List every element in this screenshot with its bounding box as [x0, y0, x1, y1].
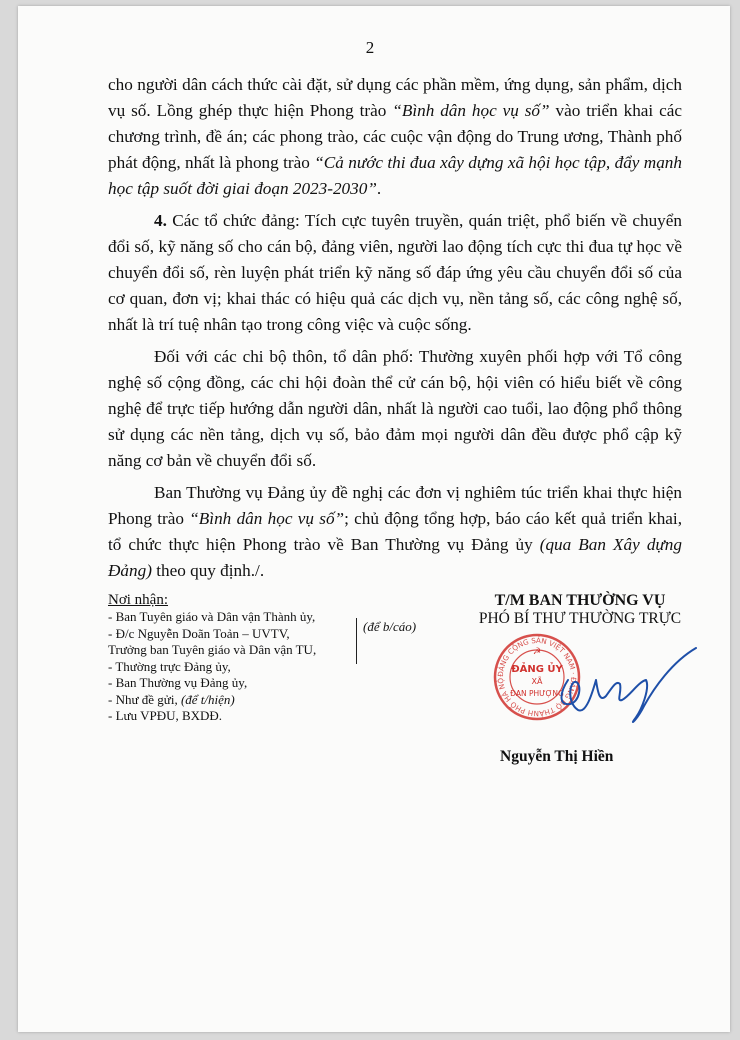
- recipient-item: - Ban Tuyên giáo và Dân vận Thành ủy,: [108, 609, 316, 624]
- recipient-item: [108, 692, 438, 709]
- p1-text-c: vào triển khai các chương trình, đề án; các phong trào, các cuộc vận động do Trung ương, Thành phố phát động, nhất là phong trào: [108, 101, 682, 172]
- page-number: 2: [365, 38, 375, 57]
- p4-text-c: ; chủ động tổng hợp, báo cáo kết quả triển khai, tổ chức thực hiện Phong trào về Ban Thường vụ Đảng ủy: [108, 509, 683, 554]
- paragraph-2: [108, 208, 682, 338]
- seal-center-text: ĐAN PHƯỢNG: [510, 689, 564, 698]
- p4-italic-dept: (qua Ban Xây dựng Đảng): [108, 535, 682, 580]
- p4-italic-movement: “Bình dân học vụ số”: [189, 509, 345, 528]
- recipient-item: - Thường trực Đảng ủy,: [108, 658, 231, 674]
- paragraph-1: [108, 72, 682, 202]
- p1-text-a: cho người dân cách thức cài đặt, sử dụng các phần mềm, ứng dụng, sản phẩm, dịch vụ số. Lồng ghép thực hiện Phong trào: [108, 75, 682, 120]
- seal-center-text: ĐẢNG ỦY: [511, 664, 563, 675]
- bracket-note-text: (để b/cáo): [363, 619, 417, 634]
- handwritten-signature: [530, 640, 700, 730]
- p1-italic-campaign: “Cả nước thi đua xây dựng xã hội học tập, đẩy mạnh học tập suốt đời giai đoạn 2023-2030”: [108, 153, 682, 198]
- p4-text-a: Ban Thường vụ Đảng ủy đề nghị các đơn vị nghiêm túc triển khai thực hiện Phong trào: [108, 483, 682, 528]
- paragraph-4: [108, 480, 682, 584]
- recipient-item-note: (để t/hiện): [180, 691, 235, 707]
- seal-center-text: XÃ: [531, 677, 543, 686]
- signature-position: PHÓ BÍ THƯ THƯỜNG TRỰC: [478, 610, 682, 627]
- p2-text: Các tổ chức đảng: Tích cực tuyên truyền, quán triệt, phổ biến về chuyển đổi số, kỹ năng số cho cán bộ, đảng viên, người lao động tích cực thi đua tự học về chuyển đổi số, rèn luyện phát triển kỹ năng số đáp ứng yêu cầu chuyển đổi số của cơ quan, đơn vị; khai thác có hiệu quả các dịch vụ, nền tảng số, các công nghệ số, nhất là trí tuệ nhân tạo trong công việc và cuộc sống.: [108, 211, 682, 334]
- p2-number: 4.: [154, 211, 167, 230]
- signature-title: T/M BAN THƯỜNG VỤ: [494, 592, 666, 609]
- recipient-item: Trưởng ban Tuyên giáo và Dân vận TU,: [108, 642, 317, 657]
- p1-italic-movement: “Bình dân học vụ số”: [392, 101, 550, 120]
- p4-text-e: theo quy định./.: [151, 561, 265, 580]
- recipients-block: [108, 592, 438, 725]
- recipient-item-text: - Như đề gửi,: [108, 691, 181, 707]
- p1-text-e: .: [376, 179, 382, 198]
- hammer-sickle-icon: ☭: [532, 647, 542, 657]
- recipients-title: Nơi nhận:: [108, 592, 169, 608]
- recipient-item: - Đ/c Nguyễn Doãn Toản – UVTV,: [108, 625, 290, 641]
- paragraph-3: Đối với các chi bộ thôn, tổ dân phố: Thường xuyên phối hợp với Tổ công nghệ số cộng đồng, các chi hội đoàn thể cử cán bộ, hội viên có hiểu biết về công nghệ để trực tiếp hướng dẫn người dân, nhất là người cao tuổi, lao động phổ thông sử dụng các nền tảng, dịch vụ số, bảo đảm mọi người dân đều được phổ cập kỹ năng cơ bản về chuyển đổi số.: [108, 347, 682, 470]
- seal-ring-text: ĐẢNG CỘNG SẢN VIỆT NAM · ĐẢNG BỘ THÀNH PHỐ HÀ NỘ: [495, 635, 579, 719]
- recipient-item: - Lưu VPĐU, BXDĐ.: [108, 708, 223, 723]
- recipient-item: - Ban Thường vụ Đảng ủy,: [108, 675, 248, 690]
- signer-name: Nguyễn Thị Hiền: [500, 748, 614, 765]
- signature-block: [440, 592, 720, 628]
- document-body: [108, 72, 682, 584]
- report-bracket-note: [356, 618, 416, 664]
